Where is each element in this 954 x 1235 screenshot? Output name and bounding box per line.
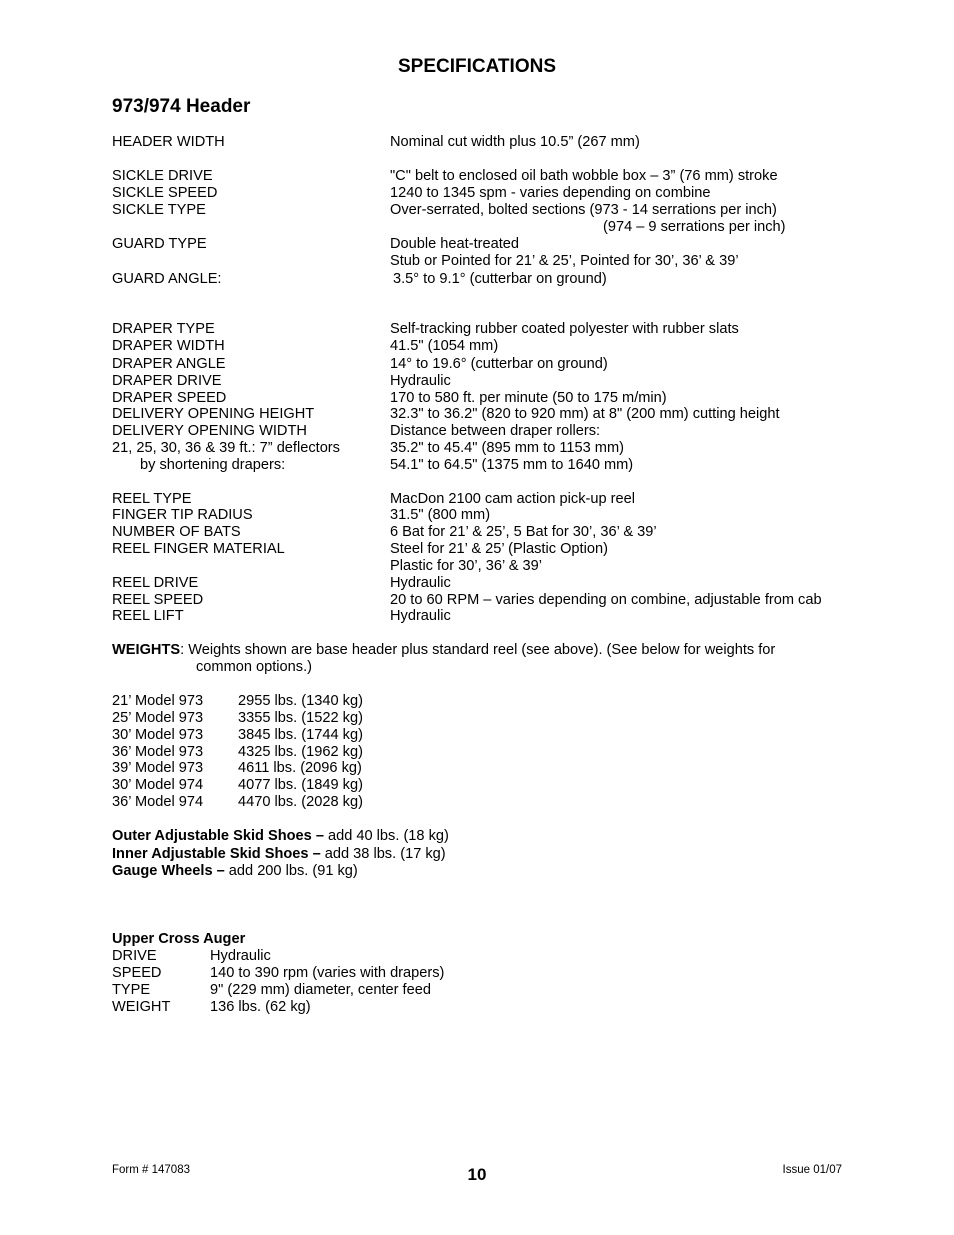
option-label: Outer Adjustable Skid Shoes – xyxy=(112,828,324,844)
issue-date: Issue 01/07 xyxy=(782,1164,842,1176)
spec-key: GUARD TYPE xyxy=(112,236,207,252)
spec-value: MacDon 2100 cam action pick-up reel xyxy=(390,491,635,507)
page-title: SPECIFICATIONS xyxy=(398,56,556,77)
spec-key: SICKLE DRIVE xyxy=(112,168,213,184)
spec-key: REEL TYPE xyxy=(112,491,192,507)
spec-value: Hydraulic xyxy=(390,373,451,389)
spec-key: 21, 25, 30, 36 & 39 ft.: 7” deflectors xyxy=(112,440,340,456)
spec-value: Stub or Pointed for 21’ & 25’, Pointed for 30’, 36’ & 39’ xyxy=(390,253,739,269)
auger-value: 9" (229 mm) diameter, center feed xyxy=(210,982,431,998)
spec-key: HEADER WIDTH xyxy=(112,134,225,150)
spec-key: DRAPER WIDTH xyxy=(112,338,225,354)
spec-key: REEL DRIVE xyxy=(112,575,199,591)
auger-key: TYPE xyxy=(112,982,151,998)
weight-value: 3845 lbs. (1744 kg) xyxy=(238,727,363,743)
spec-key: DELIVERY OPENING HEIGHT xyxy=(112,406,315,422)
spec-key: NUMBER OF BATS xyxy=(112,524,241,540)
option-row xyxy=(112,863,358,880)
option-row xyxy=(112,828,449,845)
weight-model: 36’ Model 973 xyxy=(112,744,204,760)
spec-key: REEL SPEED xyxy=(112,592,204,608)
spec-value: Hydraulic xyxy=(390,608,451,624)
weights-note-text-cont: common options.) xyxy=(196,659,312,675)
form-number: Form # 147083 xyxy=(112,1164,190,1176)
spec-value: 54.1" to 64.5" (1375 mm to 1640 mm) xyxy=(390,457,634,473)
option-value: add 200 lbs. (91 kg) xyxy=(224,863,358,879)
spec-key: SICKLE TYPE xyxy=(112,202,206,218)
spec-value: 41.5" (1054 mm) xyxy=(390,338,499,354)
weight-value: 4077 lbs. (1849 kg) xyxy=(238,777,363,793)
spec-value: 32.3" to 36.2" (820 to 920 mm) at 8" (200 mm) cutting height xyxy=(390,406,780,422)
weight-model: 39’ Model 973 xyxy=(112,760,204,776)
option-value: add 40 lbs. (18 kg) xyxy=(323,828,449,844)
spec-key: REEL FINGER MATERIAL xyxy=(112,541,285,557)
weight-value: 4470 lbs. (2028 kg) xyxy=(238,794,363,810)
spec-key: DRAPER SPEED xyxy=(112,390,227,406)
section-title: 973/974 Header xyxy=(112,96,251,117)
spec-value: 3.5° to 9.1° (cutterbar on ground) xyxy=(393,271,607,287)
weights-lead: WEIGHTS xyxy=(112,642,181,658)
weight-model: 30’ Model 973 xyxy=(112,727,204,743)
page-number: 10 xyxy=(467,1165,487,1184)
auger-key: SPEED xyxy=(112,965,162,981)
weight-model: 30’ Model 974 xyxy=(112,777,204,793)
spec-key: FINGER TIP RADIUS xyxy=(112,507,253,523)
spec-value: Plastic for 30’, 36’ & 39’ xyxy=(390,558,542,574)
weight-model: 25’ Model 973 xyxy=(112,710,204,726)
weight-value: 2955 lbs. (1340 kg) xyxy=(238,693,363,709)
auger-value: 140 to 390 rpm (varies with drapers) xyxy=(210,965,445,981)
spec-key: REEL LIFT xyxy=(112,608,184,624)
spec-value: 31.5" (800 mm) xyxy=(390,507,491,523)
weights-note-text: : Weights shown are base header plus standard reel (see above). (See below for weights for xyxy=(180,642,776,658)
weights-note xyxy=(112,642,842,676)
spec-value: Double heat-treated xyxy=(390,236,519,252)
spec-value: Distance between draper rollers: xyxy=(390,423,601,439)
spec-key: SICKLE SPEED xyxy=(112,185,218,201)
weight-value: 4611 lbs. (2096 kg) xyxy=(238,760,362,776)
auger-key: DRIVE xyxy=(112,948,157,964)
spec-key: DRAPER ANGLE xyxy=(112,356,226,372)
spec-value: "C" belt to enclosed oil bath wobble box – 3” (76 mm) stroke xyxy=(390,168,778,184)
spec-key: DRAPER TYPE xyxy=(112,321,215,337)
option-label: Gauge Wheels – xyxy=(112,863,225,879)
spec-value: 20 to 60 RPM – varies depending on combine, adjustable from cab xyxy=(390,592,822,608)
spec-value: 14° to 19.6° (cutterbar on ground) xyxy=(390,356,608,372)
option-value: add 38 lbs. (17 kg) xyxy=(320,846,446,862)
spec-key: GUARD ANGLE: xyxy=(112,271,222,287)
spec-value: 1240 to 1345 spm - varies depending on combine xyxy=(390,185,711,201)
spec-value: Hydraulic xyxy=(390,575,451,591)
spec-key: DRAPER DRIVE xyxy=(112,373,222,389)
option-row xyxy=(112,846,446,863)
weight-model: 36’ Model 974 xyxy=(112,794,204,810)
weight-model: 21’ Model 973 xyxy=(112,693,204,709)
auger-title: Upper Cross Auger xyxy=(112,931,246,947)
option-label: Inner Adjustable Skid Shoes – xyxy=(112,846,321,862)
weight-value: 4325 lbs. (1962 kg) xyxy=(238,744,363,760)
spec-value: (974 – 9 serrations per inch) xyxy=(603,219,786,235)
spec-value: Nominal cut width plus 10.5” (267 mm) xyxy=(390,134,640,150)
weight-value: 3355 lbs. (1522 kg) xyxy=(238,710,363,726)
auger-value: Hydraulic xyxy=(210,948,271,964)
auger-key: WEIGHT xyxy=(112,999,171,1015)
spec-value: 6 Bat for 21’ & 25’, 5 Bat for 30’, 36’ & 39’ xyxy=(390,524,657,540)
spec-value: Steel for 21’ & 25’ (Plastic Option) xyxy=(390,541,608,557)
spec-value: 170 to 580 ft. per minute (50 to 175 m/min) xyxy=(390,390,667,406)
auger-value: 136 lbs. (62 kg) xyxy=(210,999,311,1015)
spec-value: Self-tracking rubber coated polyester with rubber slats xyxy=(390,321,739,337)
spec-key: by shortening drapers: xyxy=(140,457,286,473)
spec-value: Over-serrated, bolted sections (973 - 14 serrations per inch) xyxy=(390,202,777,218)
spec-value: 35.2" to 45.4" (895 mm to 1153 mm) xyxy=(390,440,624,456)
spec-key: DELIVERY OPENING WIDTH xyxy=(112,423,307,439)
